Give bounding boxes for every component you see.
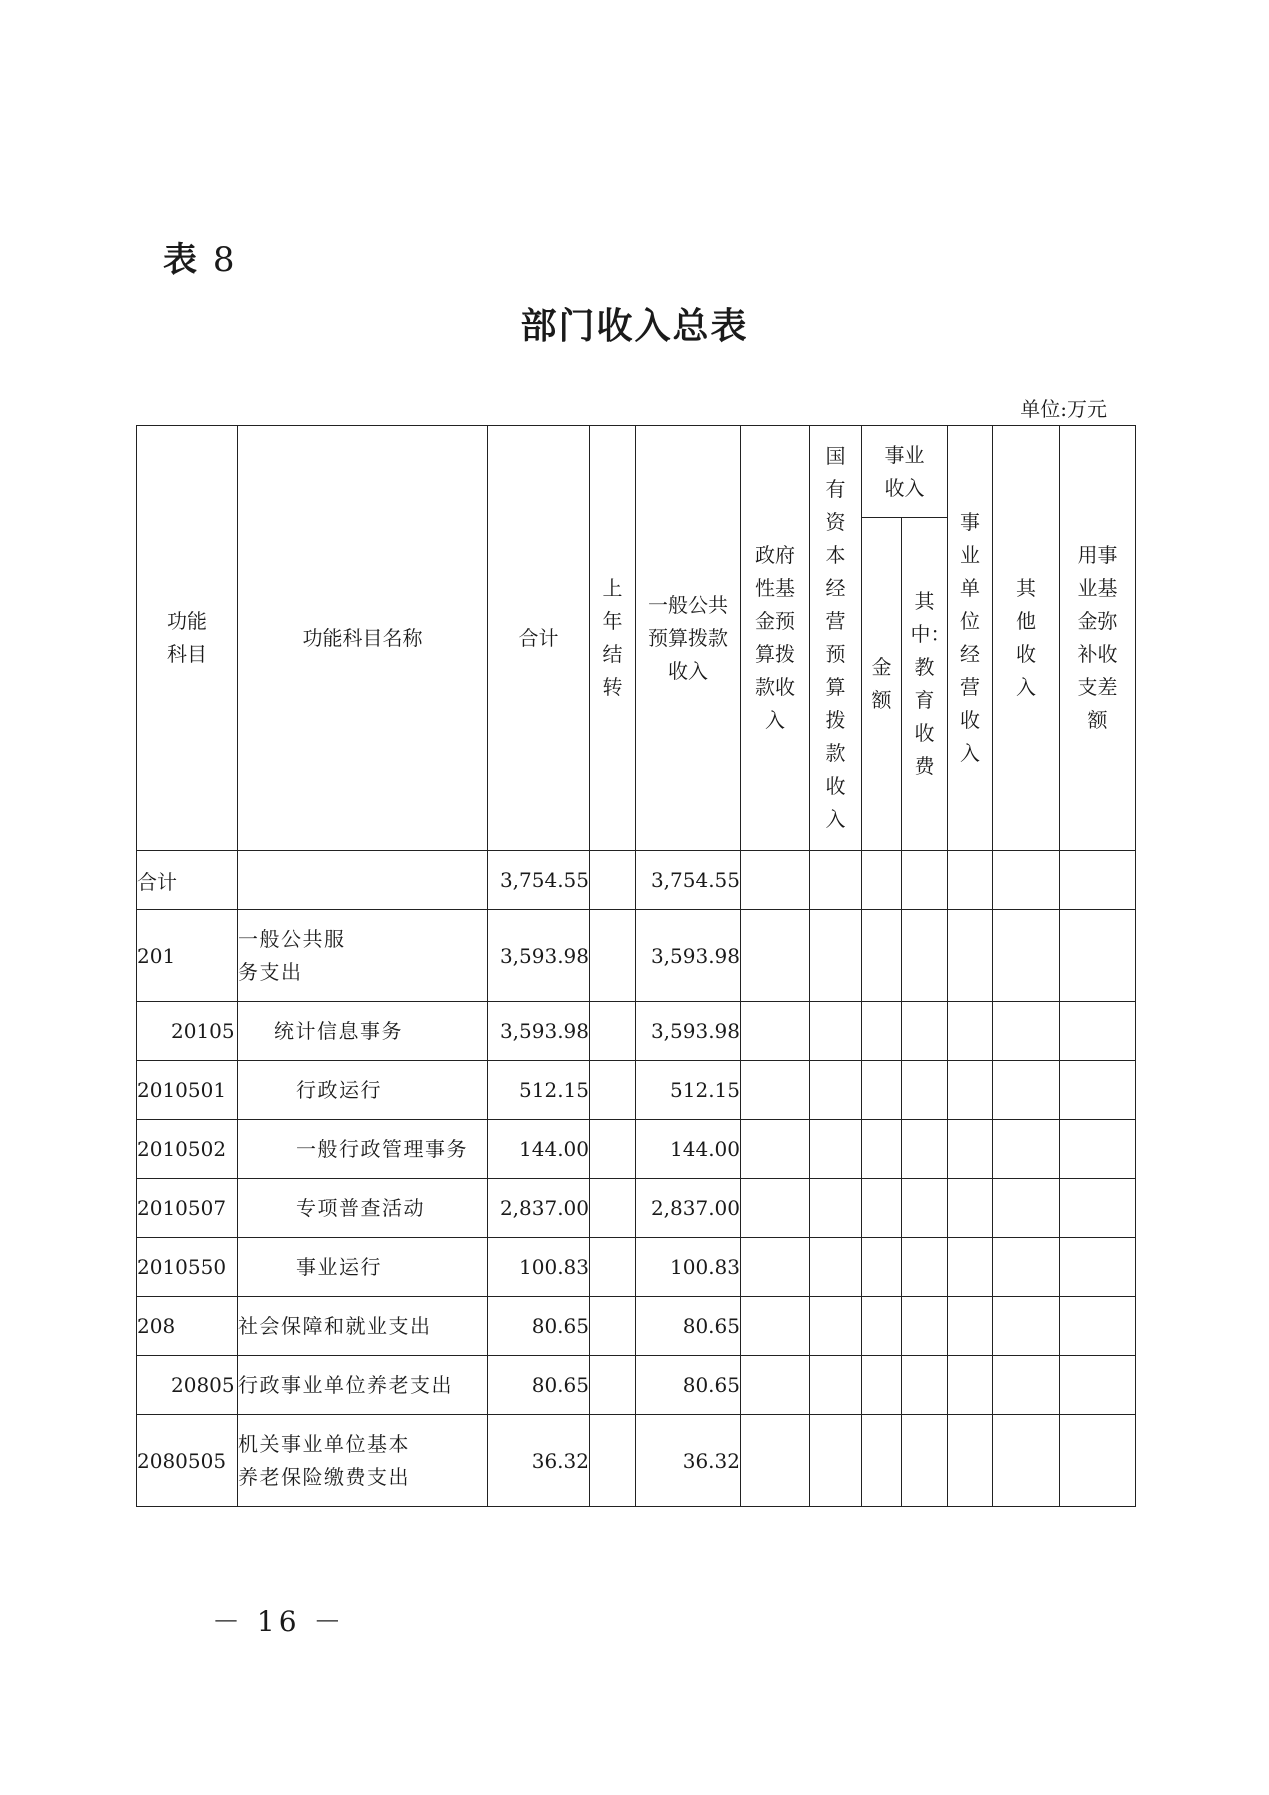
row-general-budget: 3,593.98 (636, 1002, 741, 1061)
row-carryover (590, 1120, 636, 1179)
row-general-budget: 100.83 (636, 1238, 741, 1297)
row-total: 80.65 (488, 1297, 590, 1356)
row-code: 2010501 (137, 1061, 238, 1120)
row-total: 36.32 (488, 1415, 590, 1507)
row-general-budget: 2,837.00 (636, 1179, 741, 1238)
row-total: 512.15 (488, 1061, 590, 1120)
header-gov-fund: 政府性基金预算拨款收入 (741, 426, 810, 851)
row-name: 行政事业单位养老支出 (238, 1356, 488, 1415)
row-carryover (590, 910, 636, 1002)
row-general-budget: 512.15 (636, 1061, 741, 1120)
row-code: 201 (137, 910, 238, 1002)
table-tag (163, 232, 236, 281)
header-fund-offset: 用事业基金弥补收支差额 (1060, 426, 1136, 851)
row-carryover (590, 1002, 636, 1061)
row-name: 机关事业单位基本养老保险缴费支出 (238, 1415, 488, 1507)
row-code: 208 (137, 1297, 238, 1356)
header-general-budget: 一般公共预算拨款收入 (636, 426, 741, 851)
row-name: 行政运行 (238, 1061, 488, 1120)
row-name: 一般公共服务支出 (238, 910, 488, 1002)
row-general-budget: 80.65 (636, 1356, 741, 1415)
row-carryover (590, 1238, 636, 1297)
row-code: 2010550 (137, 1238, 238, 1297)
row-general-budget: 3,754.55 (636, 851, 741, 910)
header-total: 合计 (488, 426, 590, 851)
row-general-budget: 36.32 (636, 1415, 741, 1507)
row-code: 20805 (137, 1356, 238, 1415)
row-total: 3,593.98 (488, 1002, 590, 1061)
row-total: 144.00 (488, 1120, 590, 1179)
row-general-budget: 3,593.98 (636, 910, 741, 1002)
header-code: 功能科目 (137, 426, 238, 851)
row-name (238, 851, 488, 910)
row-carryover (590, 1415, 636, 1507)
table-row (137, 1120, 1136, 1179)
row-code: 20105 (137, 1002, 238, 1061)
table-row (137, 910, 1136, 1002)
table-row (137, 1002, 1136, 1061)
row-code: 2010507 (137, 1179, 238, 1238)
row-carryover (590, 1061, 636, 1120)
row-carryover (590, 851, 636, 910)
header-business-amount: 金额 (862, 518, 902, 851)
header-name: 功能科目名称 (238, 426, 488, 851)
row-general-budget: 144.00 (636, 1120, 741, 1179)
row-total: 3,754.55 (488, 851, 590, 910)
row-total: 100.83 (488, 1238, 590, 1297)
table-row (137, 1238, 1136, 1297)
header-other: 其他收入 (993, 426, 1060, 851)
page-number: － 16 － (212, 1605, 346, 1638)
row-total: 2,837.00 (488, 1179, 590, 1238)
row-carryover (590, 1179, 636, 1238)
row-name: 事业运行 (238, 1238, 488, 1297)
row-name: 统计信息事务 (238, 1002, 488, 1061)
row-total: 80.65 (488, 1356, 590, 1415)
row-code: 2010502 (137, 1120, 238, 1179)
row-carryover (590, 1297, 636, 1356)
row-code: 合计 (137, 851, 238, 910)
row-code: 2080505 (137, 1415, 238, 1507)
row-general-budget: 80.65 (636, 1297, 741, 1356)
header-business-income: 事业收入 (862, 426, 948, 518)
unit-label: 单位:万元 (1020, 397, 1107, 421)
row-name: 一般行政管理事务 (238, 1120, 488, 1179)
header-carryover: 上年结转 (590, 426, 636, 851)
page-title: 部门收入总表 (520, 305, 749, 347)
header-business-edu: 其中：教育收费 (902, 518, 948, 851)
row-name: 专项普查活动 (238, 1179, 488, 1238)
row-carryover (590, 1356, 636, 1415)
table-row (137, 1415, 1136, 1507)
table-row (137, 1061, 1136, 1120)
table-tag-label: 表 (163, 240, 199, 280)
row-name: 社会保障和就业支出 (238, 1297, 488, 1356)
header-state-capital: 国有资本经营预算拨款收入 (810, 426, 862, 851)
table-row (137, 851, 1136, 910)
table-row (137, 1356, 1136, 1415)
row-total: 3,593.98 (488, 910, 590, 1002)
header-unit-operating: 事业单位经营收入 (948, 426, 993, 851)
income-table (136, 425, 1136, 1507)
table-number: 8 (212, 240, 237, 280)
table-row (137, 1179, 1136, 1238)
table-row (137, 1297, 1136, 1356)
